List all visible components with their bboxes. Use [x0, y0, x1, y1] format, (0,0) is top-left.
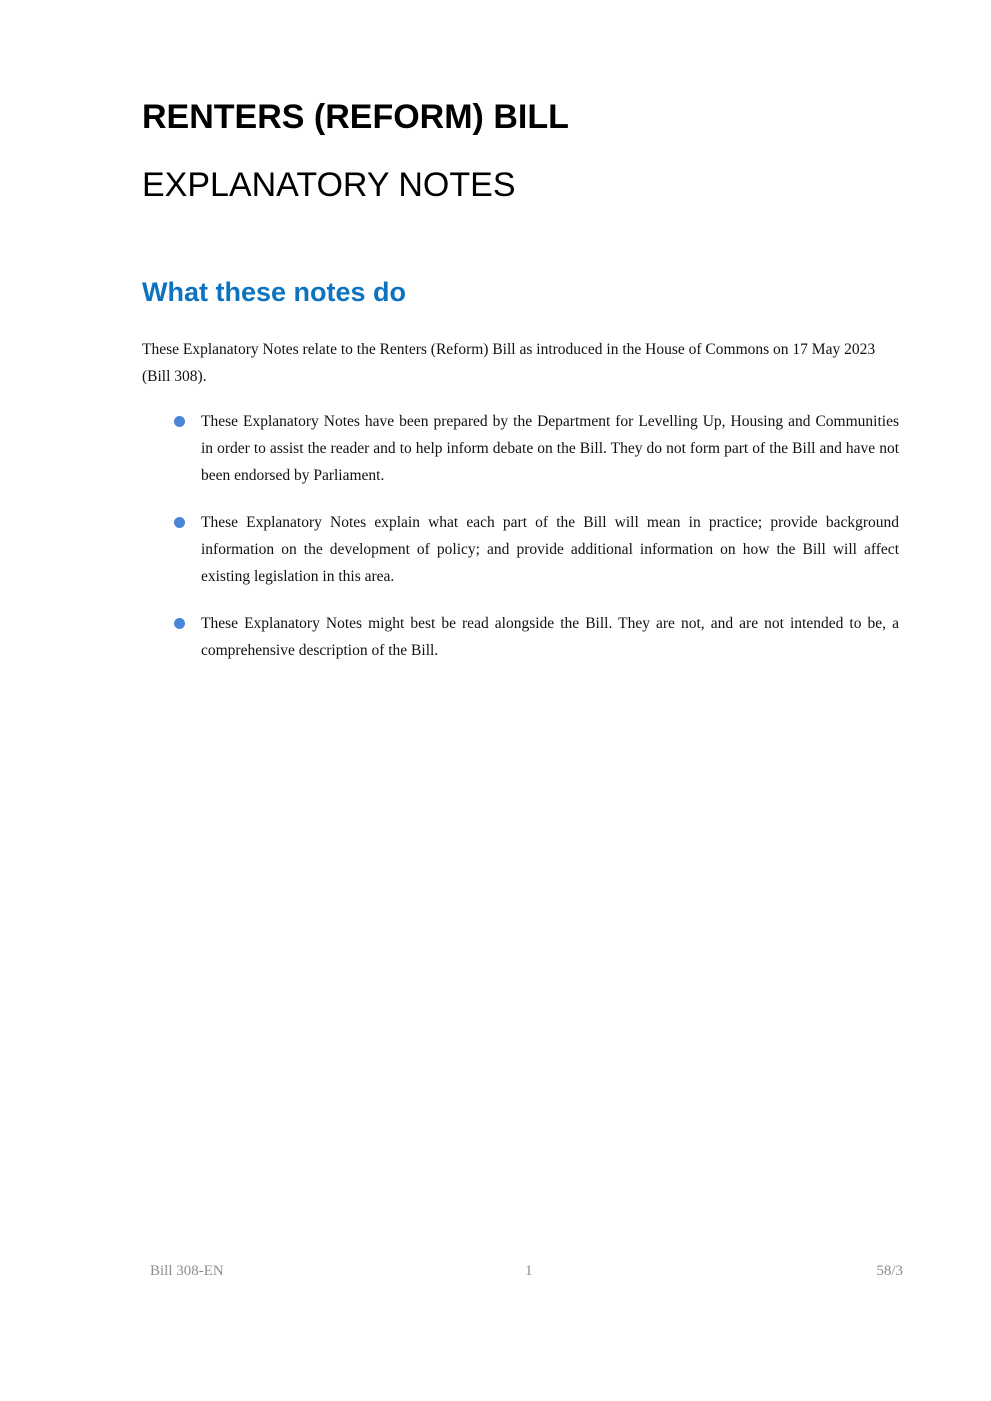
document-subtitle: EXPLANATORY NOTES — [142, 166, 516, 204]
bullet-dot-icon — [174, 618, 185, 629]
document-title: RENTERS (REFORM) BILL — [142, 98, 569, 136]
intro-paragraph: These Explanatory Notes relate to the Renters (Reform) Bill as introduced in the House of Commons on 17 May 2023 (Bill 308). — [142, 341, 876, 385]
bullet-text: These Explanatory Notes explain what each part of the Bill will mean in practice; provide background information on the development of policy; and provide additional information on how the Bill will affect existing legislation in this area. — [201, 514, 899, 585]
footer-session-reference: 58/3 — [876, 1263, 903, 1279]
bullet-dot-icon — [174, 517, 185, 528]
bullet-text: These Explanatory Notes might best be read alongside the Bill. They are not, and are not intended to be, a comprehensive description of the Bill. — [201, 615, 899, 659]
bullet-item — [142, 509, 899, 590]
bullet-list — [142, 408, 899, 684]
page-footer — [150, 1260, 903, 1282]
section-heading: What these notes do — [142, 277, 407, 307]
footer-page-number: 1 — [525, 1263, 533, 1279]
bullet-item — [142, 610, 899, 664]
bullet-dot-icon — [174, 416, 185, 427]
bullet-text: These Explanatory Notes have been prepared by the Department for Levelling Up, Housing and Communities in order to assist the reader and to help inform debate on the Bill. They do not form part of the Bill and have not been endorsed by Parliament. — [201, 413, 899, 484]
footer-bill-reference: Bill 308-EN — [150, 1263, 224, 1279]
bullet-item — [142, 408, 899, 489]
